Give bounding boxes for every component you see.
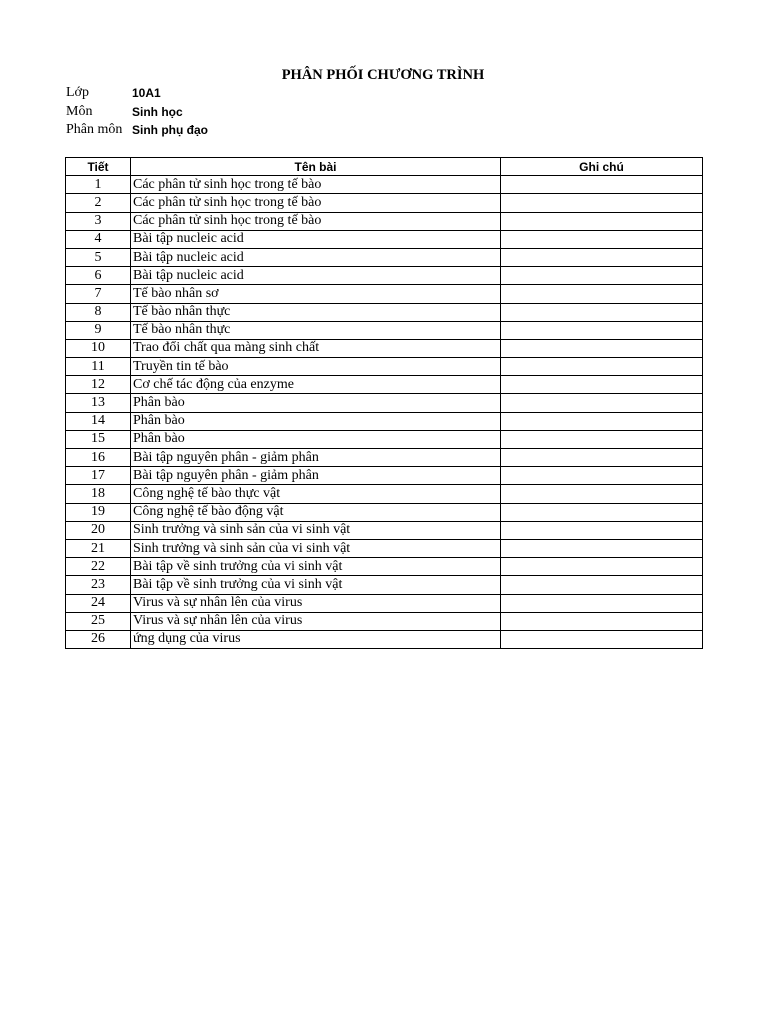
subject-label: Môn (66, 103, 93, 119)
table-row (66, 430, 703, 448)
table-row (66, 412, 703, 430)
notes-cell (501, 503, 703, 521)
notes-cell (501, 285, 703, 303)
period-cell: 4 (66, 230, 131, 248)
notes-cell (501, 339, 703, 357)
meta-row-subject (66, 103, 366, 122)
lesson-name-cell: Công nghệ tế bào thực vật (131, 485, 501, 503)
notes-cell (501, 230, 703, 248)
table-row (66, 176, 703, 194)
table-row (66, 449, 703, 467)
notes-cell (501, 412, 703, 430)
page-title: PHÂN PHỐI CHƯƠNG TRÌNH (281, 67, 485, 83)
table-row (66, 594, 703, 612)
lesson-name-cell: Tế bào nhân thực (131, 321, 501, 339)
meta-info (66, 84, 366, 140)
period-cell: 16 (66, 449, 131, 467)
lesson-name-cell: Phân bào (131, 394, 501, 412)
table-row (66, 539, 703, 557)
period-cell: 13 (66, 394, 131, 412)
lesson-name-cell: Trao đổi chất qua màng sinh chất (131, 339, 501, 357)
period-cell: 20 (66, 521, 131, 539)
lesson-name-cell: Các phân tử sinh học trong tế bào (131, 212, 501, 230)
table-row (66, 285, 703, 303)
period-cell: 3 (66, 212, 131, 230)
period-cell: 21 (66, 539, 131, 557)
lesson-name-cell: Bài tập nucleic acid (131, 230, 501, 248)
table-row (66, 267, 703, 285)
period-cell: 19 (66, 503, 131, 521)
table-row (66, 212, 703, 230)
period-cell: 14 (66, 412, 131, 430)
subsubject-label: Phân môn (66, 122, 123, 138)
period-cell: 7 (66, 285, 131, 303)
table-row (66, 376, 703, 394)
subject-value: Sinh học (132, 104, 183, 119)
period-cell: 10 (66, 339, 131, 357)
table-row (66, 612, 703, 630)
lesson-name-cell: Tế bào nhân thực (131, 303, 501, 321)
header-notes: Ghi chú (501, 158, 703, 176)
notes-cell (501, 358, 703, 376)
notes-cell (501, 630, 703, 648)
lesson-name-cell: Các phân tử sinh học trong tế bào (131, 176, 501, 194)
notes-cell (501, 394, 703, 412)
class-label: Lớp (66, 85, 89, 101)
schedule-table (65, 157, 703, 649)
period-cell: 17 (66, 467, 131, 485)
period-cell: 26 (66, 630, 131, 648)
period-cell: 8 (66, 303, 131, 321)
table-row (66, 630, 703, 648)
table-row (66, 321, 703, 339)
class-value: 10A1 (132, 86, 161, 101)
lesson-name-cell: Bài tập nguyên phân - giảm phân (131, 449, 501, 467)
table-row (66, 467, 703, 485)
notes-cell (501, 321, 703, 339)
table-body (66, 176, 703, 649)
lesson-name-cell: Bài tập nguyên phân - giảm phân (131, 467, 501, 485)
subsubject-value: Sinh phụ đạo (132, 123, 208, 138)
table-header-row (66, 158, 703, 176)
lesson-name-cell: Bài tập nucleic acid (131, 267, 501, 285)
notes-cell (501, 176, 703, 194)
lesson-name-cell: Sinh trưởng và sinh sản của vi sinh vật (131, 521, 501, 539)
notes-cell (501, 521, 703, 539)
lesson-name-cell: Sinh trưởng và sinh sản của vi sinh vật (131, 539, 501, 557)
notes-cell (501, 485, 703, 503)
notes-cell (501, 467, 703, 485)
table-row (66, 521, 703, 539)
table-row (66, 194, 703, 212)
notes-cell (501, 558, 703, 576)
period-cell: 9 (66, 321, 131, 339)
lesson-name-cell: Virus và sự nhân lên của virus (131, 594, 501, 612)
period-cell: 15 (66, 430, 131, 448)
notes-cell (501, 303, 703, 321)
notes-cell (501, 594, 703, 612)
period-cell: 12 (66, 376, 131, 394)
meta-row-subsubject (66, 121, 366, 140)
lesson-name-cell: Phân bào (131, 430, 501, 448)
lesson-name-cell: Virus và sự nhân lên của virus (131, 612, 501, 630)
notes-cell (501, 612, 703, 630)
table-row (66, 503, 703, 521)
lesson-name-cell: Các phân tử sinh học trong tế bào (131, 194, 501, 212)
notes-cell (501, 576, 703, 594)
period-cell: 5 (66, 248, 131, 266)
lesson-name-cell: Truyền tin tế bào (131, 358, 501, 376)
notes-cell (501, 539, 703, 557)
table-row (66, 248, 703, 266)
table-row (66, 576, 703, 594)
meta-row-class (66, 84, 366, 103)
header-lesson-name: Tên bài (131, 158, 501, 176)
notes-cell (501, 376, 703, 394)
period-cell: 1 (66, 176, 131, 194)
lesson-name-cell: Bài tập nucleic acid (131, 248, 501, 266)
lesson-name-cell: Cơ chế tác động của enzyme (131, 376, 501, 394)
table-row (66, 558, 703, 576)
period-cell: 18 (66, 485, 131, 503)
lesson-name-cell: Bài tập về sinh trưởng của vi sinh vật (131, 576, 501, 594)
notes-cell (501, 449, 703, 467)
header-period: Tiết (66, 158, 131, 176)
lesson-name-cell: Bài tập về sinh trưởng của vi sinh vật (131, 558, 501, 576)
period-cell: 2 (66, 194, 131, 212)
notes-cell (501, 430, 703, 448)
table-row (66, 303, 703, 321)
period-cell: 23 (66, 576, 131, 594)
table-row (66, 358, 703, 376)
table-row (66, 339, 703, 357)
lesson-name-cell: Tế bào nhân sơ (131, 285, 501, 303)
lesson-name-cell: Phân bào (131, 412, 501, 430)
period-cell: 22 (66, 558, 131, 576)
notes-cell (501, 194, 703, 212)
table-row (66, 394, 703, 412)
notes-cell (501, 212, 703, 230)
period-cell: 25 (66, 612, 131, 630)
period-cell: 11 (66, 358, 131, 376)
lesson-name-cell: ứng dụng của virus (131, 630, 501, 648)
period-cell: 6 (66, 267, 131, 285)
table-row (66, 485, 703, 503)
lesson-name-cell: Công nghệ tế bào động vật (131, 503, 501, 521)
notes-cell (501, 248, 703, 266)
notes-cell (501, 267, 703, 285)
period-cell: 24 (66, 594, 131, 612)
table-row (66, 230, 703, 248)
